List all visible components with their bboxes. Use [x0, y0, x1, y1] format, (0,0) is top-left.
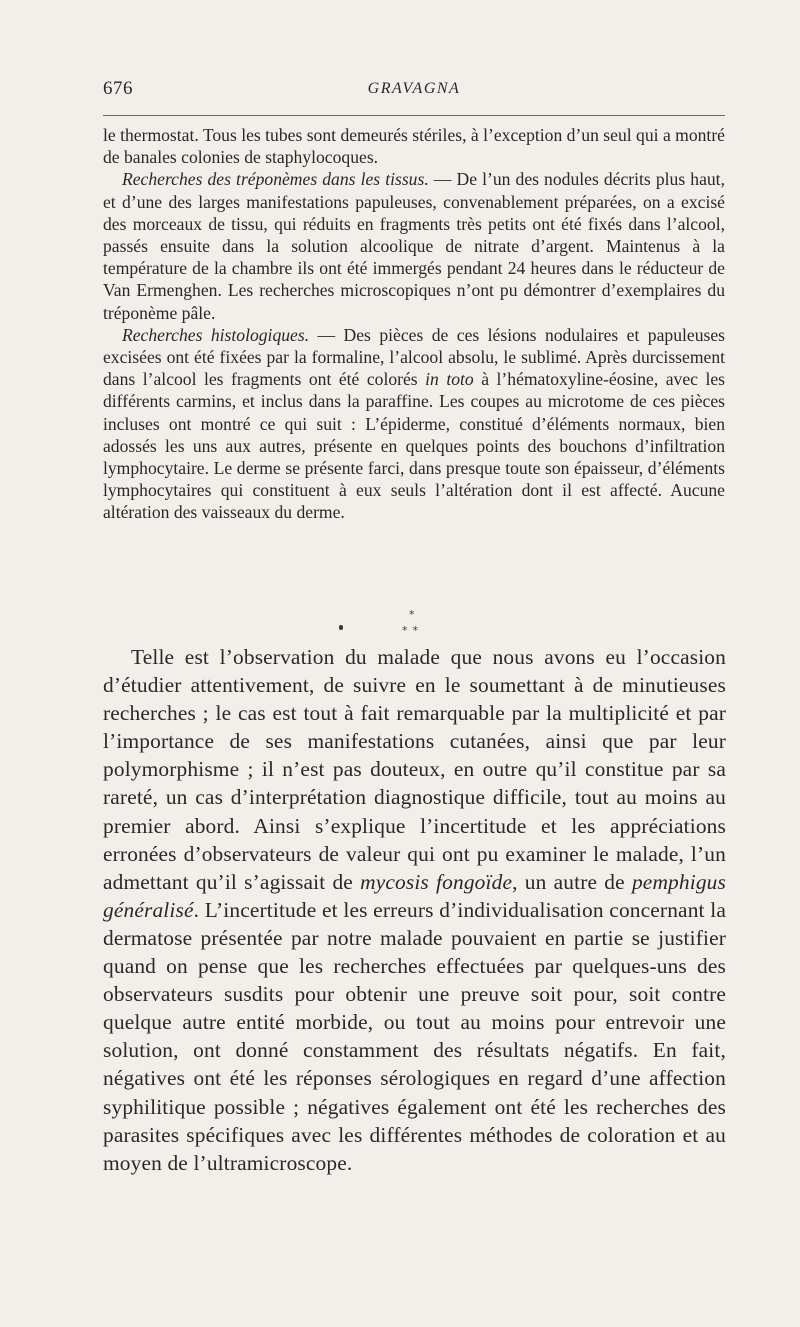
- asterism-star-top: *: [409, 608, 415, 621]
- paragraph-conclusion: [103, 643, 726, 1177]
- asterism-ornament: [330, 606, 450, 642]
- paragraph-histologiques-text-b: à l’hématoxyline-éosine, avec les différents carmins, et inclus dans la paraffine. Les coupes au microtome de ces pièces incluses ont montré ce qui suit : L’épiderme, constitué d’éléments normaux, bien adossés les uns aux autres, présente en quelques points des bouchons d’infiltration lymphocytaire. Le derme se présente farci, dans presque toute son épaisseur, d’éléments lymphocytaires qui constituent à eux seuls l’altération dont il est affecté. Aucune altération des vaisseaux du derme.: [103, 369, 725, 523]
- running-head: GRAVAGNA: [367, 80, 461, 97]
- small-print-section: [103, 124, 725, 524]
- page-header: [103, 78, 725, 104]
- term-pemphigus-generalise: pemphigus généralisé: [103, 869, 726, 922]
- page-number: 676: [103, 78, 133, 99]
- header-rule: [103, 115, 725, 116]
- paragraph-histologiques-text-a: — Des pièces de ces lésions nodulaires et papuleuses excisées ont été fixées par la formaline, l’alcool absolu, le sublimé. Après durcissement dans l’alcool les fragments ont été colorés: [103, 324, 725, 390]
- paragraph-thermostat: [103, 124, 725, 168]
- ink-dot: [339, 625, 343, 630]
- term-mycosis-fongoide: mycosis fongoïde: [360, 869, 513, 894]
- paragraph-conclusion-text-b: , un autre de: [512, 869, 632, 894]
- heading-treponemes: Recherches des tréponèmes dans les tissus.: [122, 169, 429, 190]
- paragraph-treponemes: [103, 168, 725, 323]
- paragraph-histologiques: [103, 324, 725, 524]
- paragraph-conclusion-text-a: Telle est l’observation du malade que nous avons eu l’occasion d’étudier attentivement, de suivre en le soumettant à de minutieuses recherches ; le cas est tout à fait remarquable par la multiplicité et par l’importance de ses manifestations cutanées, ainsi que par leur polymorphisme ; il n’est pas douteux, en outre qu’il constitue par sa rareté, un cas d’interprétation diagnostique difficile, tout au moins au premier abord. Ainsi s’explique l’incertitude et les appréciations erronées d’observateurs de valeur qui ont pu examiner le malade, l’un admettant qu’il s’agissait de: [103, 645, 726, 894]
- term-in-toto: in toto: [425, 369, 474, 390]
- paragraph-treponemes-text: — De l’un des nodules décrits plus haut, et d’une des larges manifestations papuleuses, convenablement préparées, on a excisé des morceaux de tissu, qui réduits en fragments très petits ont été fixés dans l’alcool, passés ensuite dans la solution alcoolique de nitrate d’argent. Maintenus à la température de la chambre ils ont été immergés pendant 24 heures dans le réducteur de Van Ermenghen. Les recherches microscopiques n’ont pu démontrer d’exemplaires du tréponème pâle.: [103, 169, 725, 323]
- heading-histologiques: Recherches histologiques.: [122, 324, 310, 345]
- paragraph-thermostat-text: le thermostat. Tous les tubes sont demeurés stériles, à l’exception d’un seul qui a montré de banales colonies de staphylocoques.: [103, 125, 725, 168]
- paragraph-conclusion-text-c: . L’incertitude et les erreurs d’individualisation concernant la dermatose présentée par notre malade pouvaient en partie se justifier quand on pense que les recherches effectuées par quelques-uns des observateurs susdits pour obtenir une preuve soit pour, soit contre quelque autre entité morbide, ou tout au moins pour entrevoir une solution, ont donné constamment des résultats négatifs. En fait, négatives ont été les réponses sérologiques en regard d’une affection syphilitique possible ; négatives également ont été les recherches des parasites spécifiques avec les différentes méthodes de coloration et au moyen de l’ultramicroscope.: [103, 897, 726, 1175]
- main-text-section: [103, 643, 726, 1177]
- asterism-star-row: **: [402, 624, 423, 637]
